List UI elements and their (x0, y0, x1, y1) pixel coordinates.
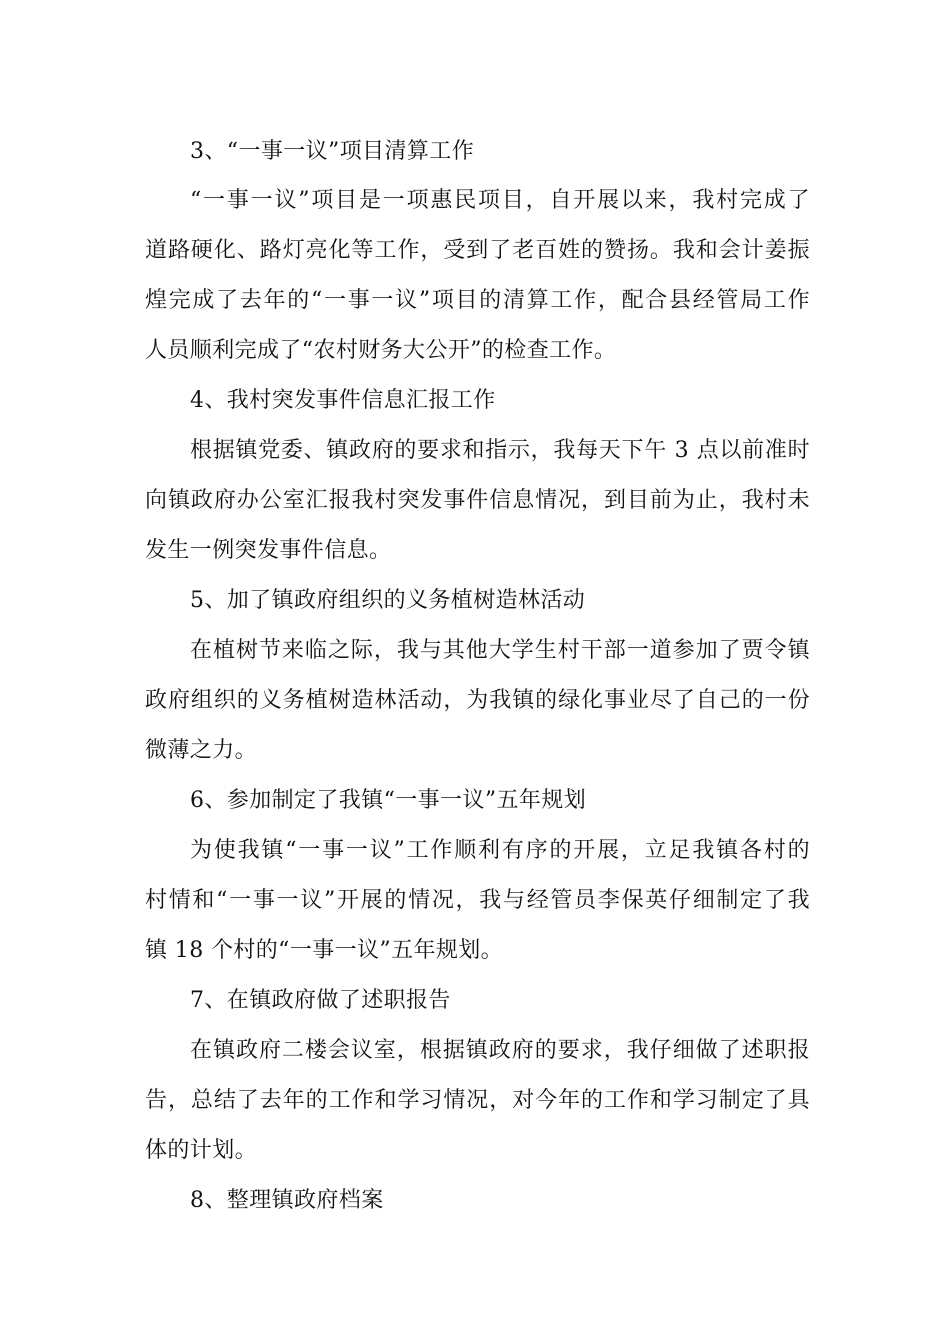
section-heading-8: 8、整理镇政府档案 (190, 1188, 384, 1213)
section-heading-7: 7、在镇政府做了述职报告 (190, 988, 451, 1013)
paragraph-line: 在镇政府二楼会议室，根据镇政府的要求，我仔细做了述职报 (190, 1038, 810, 1063)
paragraph-line: 微薄之力。 (145, 738, 258, 763)
paragraph-line: 在植树节来临之际，我与其他大学生村干部一道参加了贾令镇 (190, 638, 810, 663)
paragraph-line: 政府组织的义务植树造林活动，为我镇的绿化事业尽了自己的一份 (145, 688, 810, 713)
paragraph-line: 村情和“一事一议”开展的情况，我与经管员李保英仔细制定了我 (145, 888, 810, 913)
paragraph-line: 发生一例突发事件信息。 (145, 538, 392, 563)
paragraph-line: 为使我镇“一事一议”工作顺利有序的开展，立足我镇各村的 (190, 838, 810, 863)
paragraph-line: 根据镇党委、镇政府的要求和指示，我每天下午 3 点以前准时 (190, 438, 810, 463)
paragraph-line: 道路硬化、路灯亮化等工作，受到了老百姓的赞扬。我和会计姜振 (145, 238, 810, 263)
paragraph-line: 人员顺利完成了“农村财务大公开”的检查工作。 (145, 338, 617, 363)
section-heading-3: 3、“一事一议”项目清算工作 (190, 139, 475, 164)
paragraph-line: 镇 18 个村的“一事一议”五年规划。 (145, 938, 504, 963)
paragraph-line: “一事一议”项目是一项惠民项目，自开展以来，我村完成了 (190, 188, 810, 213)
paragraph-line: 体的计划。 (145, 1138, 258, 1163)
section-heading-5: 5、加了镇政府组织的义务植树造林活动 (190, 588, 586, 613)
section-heading-6: 6、参加制定了我镇“一事一议”五年规划 (190, 788, 587, 813)
paragraph-line: 向镇政府办公室汇报我村突发事件信息情况，到目前为止，我村未 (145, 488, 810, 513)
section-heading-4: 4、我村突发事件信息汇报工作 (190, 388, 496, 413)
paragraph-line: 煌完成了去年的“一事一议”项目的清算工作，配合县经管局工作 (145, 288, 810, 313)
paragraph-line: 告，总结了去年的工作和学习情况，对今年的工作和学习制定了具 (145, 1088, 810, 1113)
